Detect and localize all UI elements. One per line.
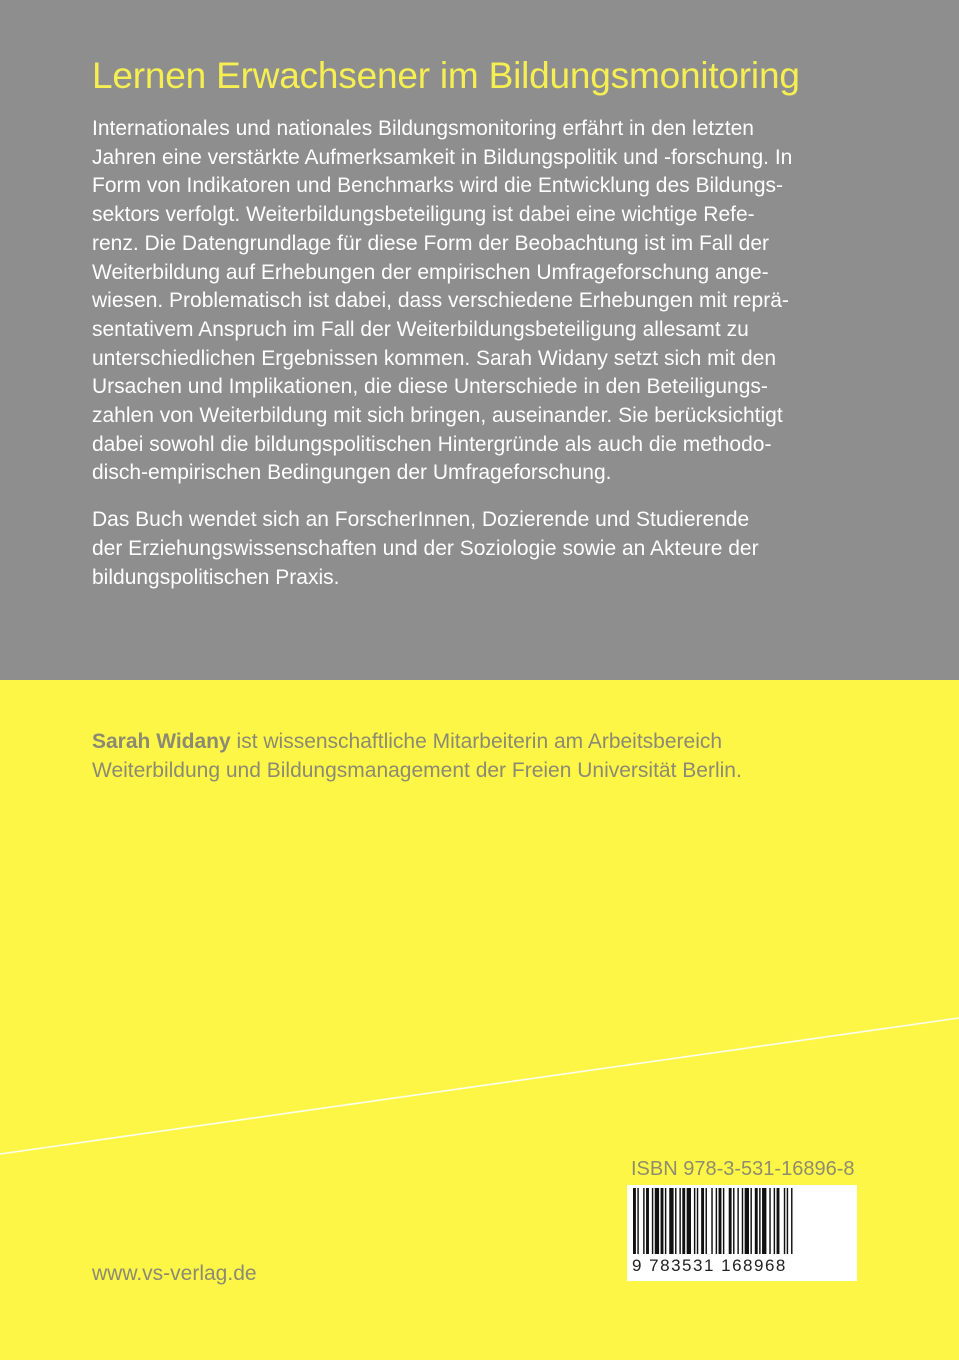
audience-line: der Erziehungswissenschaften und der Soziologie sowie an Akteure der <box>92 536 759 560</box>
summary-line: Ursachen und Implikationen, die diese Unterschiede in den Beteiligungs- <box>92 375 768 399</box>
barcode-digits: 9 783531 168968 <box>632 1256 787 1275</box>
audience-line: bildungspolitischen Praxis. <box>92 565 340 589</box>
audience-line: Das Buch wendet sich an ForscherInnen, Dozierende und Studierende <box>92 508 750 532</box>
summary-line: zahlen von Weiterbildung mit sich bringen, auseinander. Sie berücksichtigt <box>92 404 783 428</box>
isbn-label: ISBN 978-3-531-16896-8 <box>631 1158 855 1180</box>
summary-line: wiesen. Problematisch ist dabei, dass verschiedene Erhebungen mit reprä- <box>92 289 789 313</box>
summary-line: sektors verfolgt. Weiterbildungsbeteiligung ist dabei eine wichtige Refe- <box>92 203 755 227</box>
summary-line: disch-empirischen Bedingungen der Umfrageforschung. <box>92 461 612 485</box>
summary-line: Form von Indikatoren und Benchmarks wird die Entwicklung des Bildungs- <box>92 174 784 198</box>
author-bio-line: Weiterbildung und Bildungsmanagement der Freien Universität Berlin. <box>92 759 742 782</box>
summary-line: sentativem Anspruch im Fall der Weiterbildungsbeteiligung allesamt zu <box>92 317 749 341</box>
book-summary <box>92 115 892 592</box>
summary-line: Jahren eine verstärkte Aufmerksamkeit in Bildungspolitik und -forschung. In <box>92 145 793 169</box>
author-name: Sarah Widany <box>92 730 231 753</box>
summary-line: dabei sowohl die bildungspolitischen Hintergründe als auch die methodo- <box>92 432 772 456</box>
summary-line: renz. Die Datengrundlage für diese Form der Beobachtung ist im Fall der <box>92 231 770 255</box>
summary-line: unterschiedlichen Ergebnissen kommen. Sarah Widany setzt sich mit den <box>92 346 776 370</box>
summary-line: Internationales und nationales Bildungsmonitoring erfährt in den letzten <box>92 117 754 140</box>
author-bio-text: ist wissenschaftliche Mitarbeiterin am Arbeitsbereich <box>230 730 723 753</box>
summary-line: Weiterbildung auf Erhebungen der empirischen Umfrageforschung ange- <box>92 260 769 284</box>
publisher-website: www.vs-verlag.de <box>92 1262 257 1285</box>
paragraph-gap <box>92 488 892 506</box>
book-title: Lernen Erwachsener im Bildungsmonitoring <box>92 55 800 96</box>
